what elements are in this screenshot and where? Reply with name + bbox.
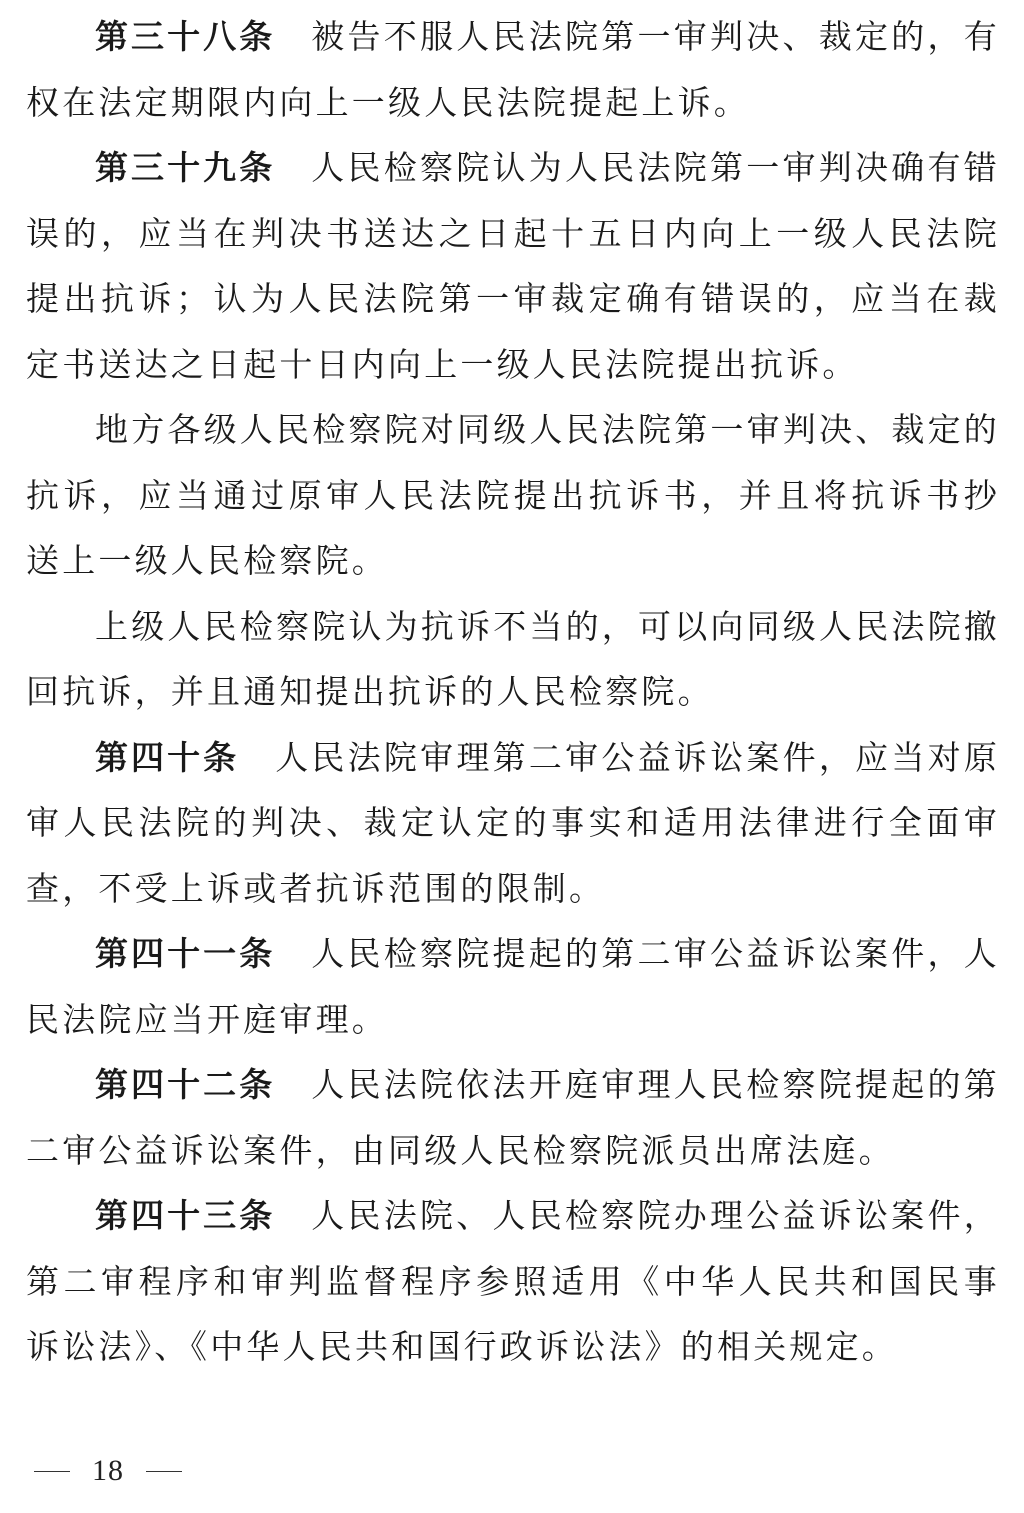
article-number: 第四十条 <box>95 737 240 777</box>
article-number: 第四十二条 <box>95 1065 276 1104</box>
paragraph-text: 上级人民检察院认为抗诉不当的，可以向同级人民法院撤回抗诉，并且通知提出抗诉的人民检察院。 <box>26 606 1000 711</box>
article-text: 被告不服人民法院第一审判决、裁定的，有权在法定期限内向上一级人民法院提起上诉。 <box>26 17 1000 122</box>
article-number: 第四十一条 <box>95 934 276 973</box>
article-43 <box>26 1183 1000 1380</box>
article-41 <box>26 921 1000 1052</box>
article-number: 第四十三条 <box>95 1196 276 1235</box>
article-38 <box>26 4 1000 135</box>
footer-dash-right <box>146 1471 182 1472</box>
article-text: 人民法院、人民检察院办理公益诉讼案件，第二审程序和审判监督程序参照适用《中华人民共和国民事诉讼法》、《中华人民共和国行政诉讼法》的相关规定。 <box>26 1196 1000 1366</box>
article-number: 第三十八条 <box>95 17 276 56</box>
page-number: 18 <box>92 1454 124 1487</box>
page-footer <box>34 1454 182 1488</box>
article-39-paragraph-3 <box>26 594 1000 725</box>
paragraph-text: 地方各级人民检察院对同级人民法院第一审判决、裁定的抗诉，应当通过原审人民法院提出抗诉书，并且将抗诉书抄送上一级人民检察院。 <box>26 410 1000 580</box>
article-number: 第三十九条 <box>95 148 276 187</box>
article-text: 人民法院依法开庭审理人民检察院提起的第二审公益诉讼案件，由同级人民检察院派员出席法庭。 <box>26 1065 1000 1170</box>
article-40 <box>26 725 1000 922</box>
article-text: 人民检察院提起的第二审公益诉讼案件，人民法院应当开庭审理。 <box>26 934 1000 1039</box>
article-39-paragraph-2 <box>26 397 1000 594</box>
article-42 <box>26 1052 1000 1183</box>
footer-dash-left <box>34 1471 70 1472</box>
article-text: 人民法院审理第二审公益诉讼案件，应当对原审人民法院的判决、裁定认定的事实和适用法律进行全面审查，不受上诉或者抗诉范围的限制。 <box>26 737 1001 908</box>
article-text: 人民检察院认为人民法院第一审判决确有错误的，应当在判决书送达之日起十五日内向上一级人民法院提出抗诉；认为人民法院第一审裁定确有错误的，应当在裁定书送达之日起十日内向上一级人民法院提出抗诉。 <box>26 148 1000 384</box>
article-39 <box>26 135 1000 397</box>
document-body <box>26 4 1000 1380</box>
